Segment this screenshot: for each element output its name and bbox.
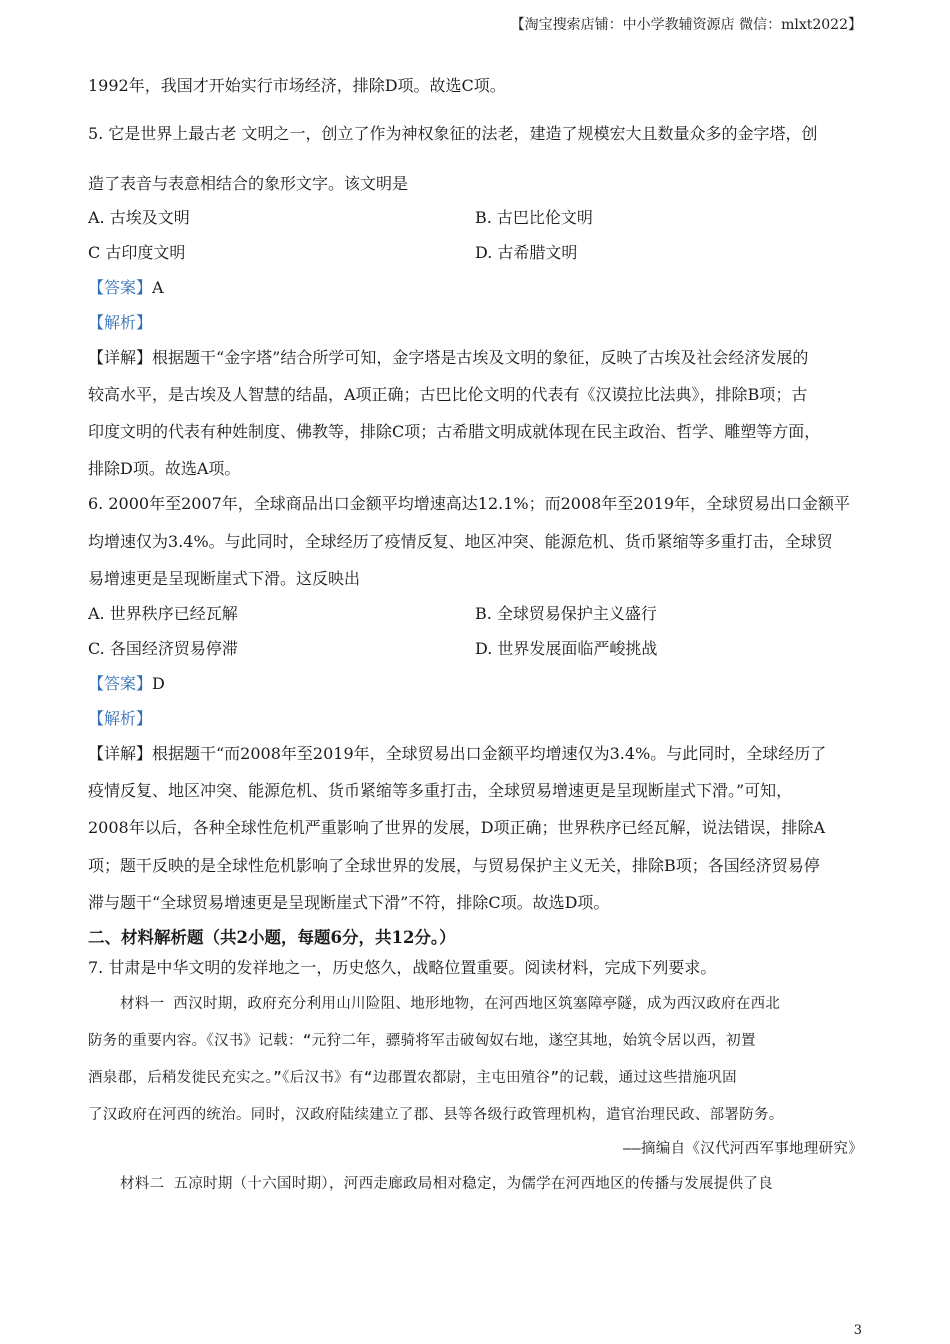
q6-answer-line — [88, 674, 165, 694]
intro-line: 1992年，我国才开始实行市场经济，排除D项。故选C项。 — [88, 76, 506, 95]
q6-detail-line-2: 疫情反复、地区冲突、能源危机、货币紧缩等多重打击，全球贸易增速更是呈现断崖式下滑。”可知， — [88, 781, 793, 800]
q6-analysis-tag: 【解析】 — [88, 709, 153, 728]
q6-stem-line-3: 易增速更是呈现断崖式下滑。这反映出 — [88, 569, 361, 588]
q5-answer: A — [152, 278, 164, 297]
q5-option-a: A. 古埃及文明 — [88, 208, 190, 227]
section-title: 二、材料解析题（共2小题，每题6分，共12分。） — [88, 928, 456, 947]
q6-detail-line-5: 滞与题干“全球贸易增速更是呈现断崖式下滑”不符，排除C项。故选D项。 — [88, 893, 610, 912]
q5-answer-line — [88, 278, 164, 298]
q6-detail-line-1: 【详解】根据题干“而2008年至2019年，全球贸易出口金额平均增速仅为3.4%。与此同时，全球经历了 — [88, 744, 827, 763]
q5-detail-line-1: 【详解】根据题干“金字塔”结合所学可知，金字塔是古埃及文明的象征，反映了古埃及社会经济发展的 — [88, 348, 809, 367]
page-number: 3 — [853, 1323, 862, 1338]
material2-line-1: 材料二 五凉时期（十六国时期），河西走廊政局相对稳定，为儒学在河西地区的传播与发展提供了良 — [120, 1176, 773, 1192]
material1-line-3: 酒泉郡，后稍发徙民充实之。”《后汉书》有“边郡置农都尉，主屯田殖谷”的记载，通过这些措施巩固 — [88, 1070, 737, 1086]
q6-stem-line-1: 6. 2000年至2007年，全球商品出口金额平均增速高达12.1%；而2008年至2019年，全球贸易出口金额平 — [88, 494, 851, 513]
material1-line-4: 了汉政府在河西的统治。同时，汉政府陆续建立了郡、县等各级行政管理机构，遣官治理民政、部署防务。 — [88, 1107, 784, 1123]
q5-detail-line-2: 较高水平，是古埃及人智慧的结晶，A项正确；古巴比伦文明的代表有《汉谟拉比法典》，排除B项；古 — [88, 385, 808, 404]
q7-stem: 7. 甘肃是中华文明的发祥地之一，历史悠久，战略位置重要。阅读材料，完成下列要求。 — [88, 958, 717, 977]
q5-option-c: C 古印度文明 — [88, 243, 186, 262]
q6-option-d: D. 世界发展面临严峻挑战 — [475, 639, 658, 658]
q6-option-a: A. 世界秩序已经瓦解 — [88, 604, 238, 623]
q6-option-c: C. 各国经济贸易停滞 — [88, 639, 238, 658]
q5-detail-line-4: 排除D项。故选A项。 — [88, 459, 241, 478]
q6-detail-line-4: 项；题干反映的是全球性危机影响了全球世界的发展，与贸易保护主义无关，排除B项；各国经济贸易停 — [88, 856, 820, 875]
q5-stem-line-2: 造了表音与表意相结合的象形文字。该文明是 — [88, 174, 409, 193]
q5-stem-line-1: 5. 它是世界上最古老 文明之一，创立了作为神权象征的法老，建造了规模宏大且数量众多的金字塔，创 — [88, 124, 818, 143]
q5-analysis-tag: 【解析】 — [88, 313, 153, 332]
answer-tag: 【答案】 — [88, 278, 153, 297]
q6-stem-line-2: 均增速仅为3.4%。与此同时，全球经历了疫情反复、地区冲突、能源危机、货币紧缩等多重打击，全球贸 — [88, 532, 833, 551]
q6-answer: D — [152, 674, 165, 693]
q5-detail-line-3: 印度文明的代表有种姓制度、佛教等，排除C项；古希腊文明成就体现在民主政治、哲学、雕塑等方面， — [88, 422, 821, 441]
q6-detail-line-3: 2008年以后，各种全球性危机严重影响了世界的发展，D项正确；世界秩序已经瓦解，说法错误，排除A — [88, 818, 826, 837]
q5-option-d: D. 古希腊文明 — [475, 243, 578, 262]
material1-line-1: 材料一 西汉时期，政府充分利用山川险阻、地形地物，在河西地区筑塞障亭隧，成为西汉政府在西北 — [120, 996, 781, 1012]
material1-line-2: 防务的重要内容。《汉书》记载：“元狩二年，骠骑将军击破匈奴右地，遂空其地，始筑令居以西，初置 — [88, 1033, 756, 1049]
q6-option-b: B. 全球贸易保护主义盛行 — [475, 604, 657, 623]
answer-tag: 【答案】 — [88, 674, 153, 693]
material1-source: ——摘编自《汉代河西军事地理研究》 — [622, 1141, 863, 1157]
page-header: 【淘宝搜索店铺：中小学教辅资源店 微信：mlxt2022】 — [510, 17, 862, 33]
q5-option-b: B. 古巴比伦文明 — [475, 208, 593, 227]
